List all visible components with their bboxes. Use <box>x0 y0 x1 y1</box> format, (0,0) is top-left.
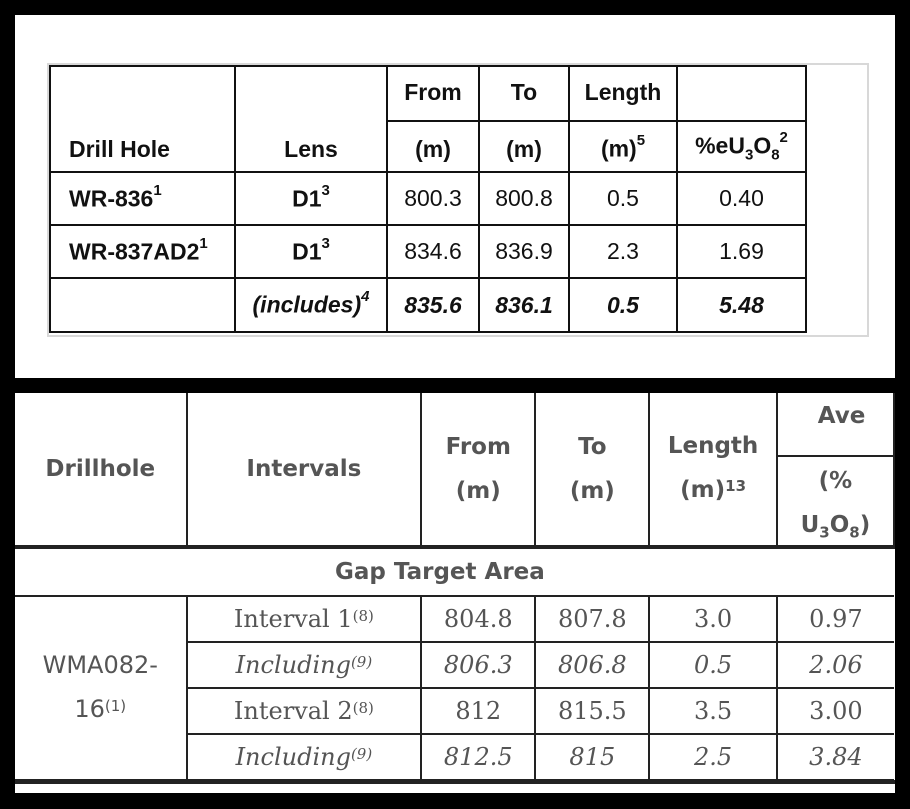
cell-lens: (includes)$^4$ <box>235 278 387 332</box>
cell-drill-hole: $WR-836^1$ <box>50 172 235 225</box>
cell-length: 0.5 <box>649 642 776 688</box>
cell-from: 806.3 <box>421 642 535 688</box>
drillhole-line-1: WMA082- <box>42 650 158 679</box>
header-length-unit: $(m)^{13}$ <box>680 477 747 503</box>
header-grade-formula: $U_3O_8$) <box>800 512 871 542</box>
table-row <box>50 278 806 332</box>
header-average-label: Ave <box>817 403 866 429</box>
cell-grade: 2.06 <box>777 642 894 688</box>
cell-from: 834.6 <box>387 225 479 278</box>
table-row <box>50 172 806 225</box>
header-length <box>649 393 776 547</box>
cell-to: 806.8 <box>535 642 649 688</box>
header-drillhole: Drillhole <box>15 393 187 547</box>
bottom-table-panel <box>15 393 895 793</box>
cell-interval: Including$^{(9)}$ <box>187 734 422 780</box>
header-to-label: To <box>578 434 607 460</box>
cell-length: 2.3 <box>569 225 677 278</box>
cell-to: 815 <box>535 734 649 780</box>
header-to-unit: (m) <box>479 121 569 172</box>
header-drill-hole: Drill Hole <box>50 66 235 172</box>
header-lens: Lens <box>235 66 387 172</box>
cell-length: 0.5 <box>569 172 677 225</box>
cell-length: 3.5 <box>649 688 776 734</box>
table-row <box>50 225 806 278</box>
drillhole-line-2: 16$^{(1)}$ <box>74 694 127 723</box>
cell-from: 804.8 <box>421 596 535 642</box>
cell-grade: 3.00 <box>777 688 894 734</box>
cell-drillhole <box>15 596 187 780</box>
top-table-panel <box>15 15 895 378</box>
cell-to: 815.5 <box>535 688 649 734</box>
cell-drill-hole <box>50 278 235 332</box>
cell-grade: 3.84 <box>777 734 894 780</box>
header-average <box>777 393 894 547</box>
cell-grade: 0.97 <box>777 596 894 642</box>
cell-from: 812 <box>421 688 535 734</box>
header-average-top <box>778 393 893 457</box>
header-row-1 <box>50 66 806 121</box>
table-bottom-rule <box>15 780 895 784</box>
cell-from: 800.3 <box>387 172 479 225</box>
header-row <box>15 393 894 547</box>
drill-results-table-2 <box>15 393 895 781</box>
cell-to: 800.8 <box>479 172 569 225</box>
drill-results-table-1 <box>49 65 807 333</box>
cell-from: 812.5 <box>421 734 535 780</box>
cell-to: 836.9 <box>479 225 569 278</box>
header-grade: $\%eU_3O_8^2$ <box>677 121 806 172</box>
header-to-unit: (m) <box>569 478 615 504</box>
cell-to: 807.8 <box>535 596 649 642</box>
header-grade-label: (% <box>818 468 853 494</box>
header-from <box>421 393 535 547</box>
cell-grade: 5.48 <box>677 278 806 332</box>
header-to-top: To <box>479 66 569 121</box>
cell-length: 2.5 <box>649 734 776 780</box>
table-row <box>15 596 894 642</box>
header-intervals: Intervals <box>187 393 422 547</box>
cell-interval: Including$^{(9)}$ <box>187 642 422 688</box>
cell-lens: $D1^3$ <box>235 225 387 278</box>
header-length-label: Length <box>667 433 759 459</box>
header-grade-blank <box>677 66 806 121</box>
cell-lens: $D1^3$ <box>235 172 387 225</box>
cell-grade: 0.40 <box>677 172 806 225</box>
header-from-unit: (m) <box>387 121 479 172</box>
cell-length: 0.5 <box>569 278 677 332</box>
header-length-unit: $(m)^5$ <box>569 121 677 172</box>
group-row <box>15 547 894 596</box>
cell-drill-hole: $WR-837AD2^1$ <box>50 225 235 278</box>
cell-interval: Interval 2$^{(8)}$ <box>187 688 422 734</box>
header-grade <box>778 459 893 555</box>
cell-from: 835.6 <box>387 278 479 332</box>
drill-results-table-1-frame <box>47 63 869 337</box>
header-to <box>535 393 649 547</box>
header-from-top: From <box>387 66 479 121</box>
cell-to: 836.1 <box>479 278 569 332</box>
group-label: Gap Target Area <box>15 547 894 596</box>
header-from-label: From <box>445 434 511 460</box>
header-length-top: Length <box>569 66 677 121</box>
cell-length: 3.0 <box>649 596 776 642</box>
cell-grade: 1.69 <box>677 225 806 278</box>
cell-interval: Interval 1$^{(8)}$ <box>187 596 422 642</box>
header-from-unit: (m) <box>455 478 501 504</box>
